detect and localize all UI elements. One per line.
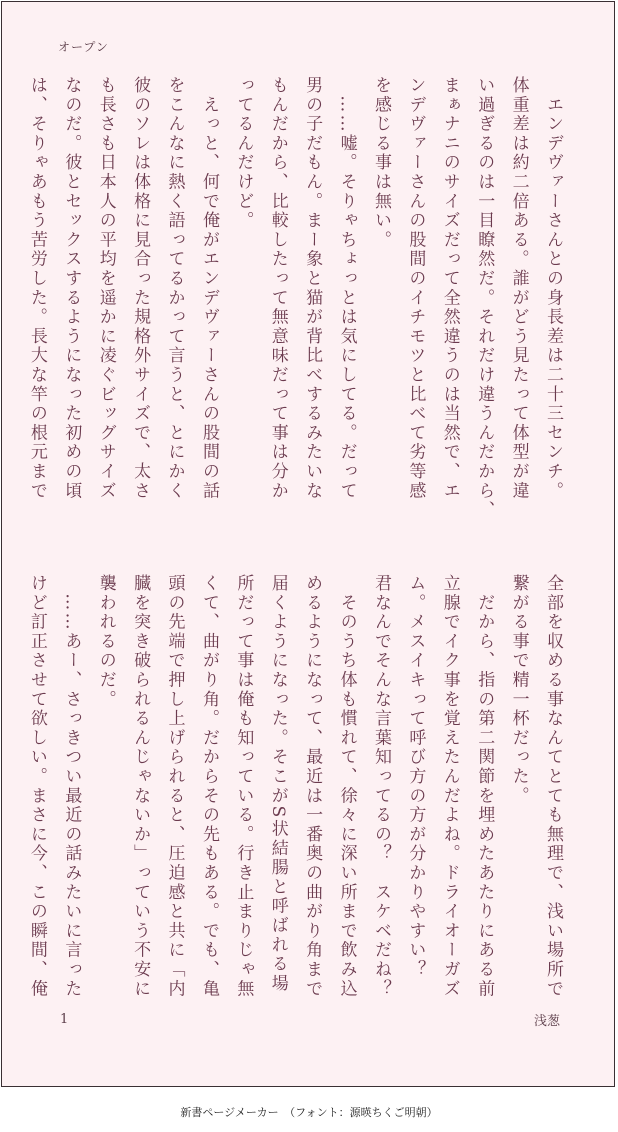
- text-line: 彼のソレは体格に見合った規格外サイズで、太さ: [130, 76, 151, 501]
- text-line: 頭の先端で押し上げられると、圧迫感と共に「内: [164, 574, 185, 999]
- text-line: 届くようになった。そこがS状結腸と呼ばれる場: [267, 574, 288, 994]
- text-block-top: [20, 76, 571, 546]
- text-line: えっと、何で俺がエンデヴァーさんの股間の話: [198, 76, 219, 501]
- text-line: ……あー、さっきつい最近の話みたいに言った: [61, 574, 82, 999]
- text-line: けど訂正させて欲しい。まさに今、この瞬間、俺: [26, 574, 47, 999]
- text-line: 体重差は約二倍ある。誰がどう見たって体型が違: [508, 76, 529, 501]
- text-line: い過ぎるのは一目瞭然だ。それだけ違うんだから、: [474, 76, 495, 520]
- text-line: 繋がる事で精一杯だった。: [508, 574, 529, 806]
- text-line: くて、曲がり角。だからその先もある。でも、亀: [198, 574, 219, 999]
- text-line: まぁナニのサイズだって全然違うのは当然で、エ: [439, 76, 460, 501]
- text-line: 全部を収める事なんてとても無理で、浅い場所で: [543, 574, 563, 999]
- text-line: 所だって事は俺も知っている。行き止まりじゃ無: [233, 574, 254, 999]
- text-line: 襲われるのだ。: [95, 574, 116, 710]
- text-line: ってるんだけど。: [233, 76, 254, 231]
- text-line: ンデヴァーさんの股間のイチモツと比べて劣等感: [405, 76, 426, 501]
- text-line: めるようになって、最近は一番奥の曲がり角まで: [302, 574, 323, 999]
- text-line: 臓を突き破られるんじゃないか」っていう不安に: [130, 574, 151, 999]
- text-line: 男の子だもん。まー象と猫が背比べするみたいな: [302, 76, 323, 501]
- author-name: 浅葱: [533, 1014, 560, 1029]
- text-line: ……嘘。そりゃちょっとは気にしてる。だって: [336, 76, 357, 501]
- page-number: 1: [60, 1012, 69, 1027]
- text-line: もんだから、比較したって無意味だって事は分か: [267, 76, 288, 501]
- text-line: は、そりゃあもう苦労した。長大な竿の根元まで: [26, 76, 47, 501]
- text-line: を感じる事は無い。: [370, 76, 391, 250]
- text-line: そのうち体も慣れて、徐々に深い所まで飲み込: [336, 574, 357, 999]
- page: [1, 1, 615, 1087]
- text-line: なのだ。彼とセックスするようになった初めの頃: [61, 76, 82, 501]
- text-line: エンデヴァーさんとの身長差は二十三センチ。: [543, 76, 563, 501]
- text-line: ム。メスイキって呼び方の方が分かりやすい？: [405, 574, 426, 980]
- text-line: 君なんでそんな言葉知ってるの？ スケベだね？: [370, 574, 391, 999]
- text-line: だから、指の第二関節を埋めたあたりにある前: [474, 574, 495, 999]
- text-line: をこんなに熱く語ってるかって言うと、とにかく: [164, 76, 185, 501]
- text-block-bottom: [20, 574, 571, 999]
- footer-credit: 新書ページメーカー （フォント：源暎ちくご明朝）: [180, 1106, 438, 1119]
- header-label: オープン: [58, 40, 109, 54]
- text-line: も長さも日本人の平均を遥かに凌ぐビッグサイズ: [95, 76, 116, 501]
- text-line: 立腺でイク事を覚えたんだよね。ドライオーガズ: [439, 574, 460, 999]
